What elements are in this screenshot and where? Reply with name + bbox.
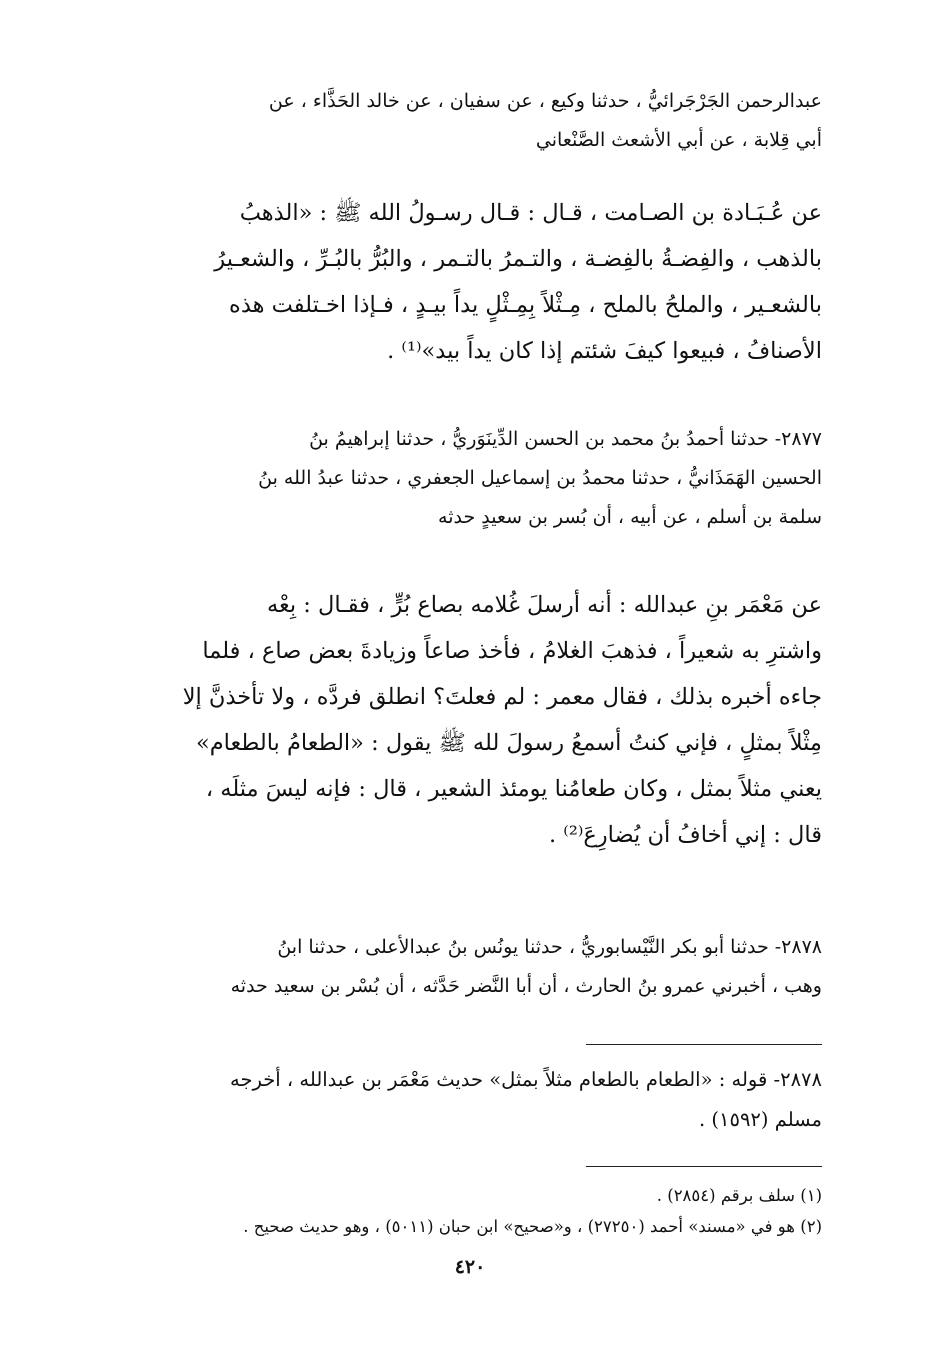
text-line: سلمة بن أسلم ، عن أبيه ، أن بُسر بن سعيدٍ حدثه — [438, 506, 822, 528]
text-line: ٢٨٧٨- قوله : «الطعام بالطعام مثلاً بمثل» حديث مَعْمَر بن عبدالله ، أخرجه — [229, 1068, 822, 1091]
hadith-text-2877 — [112, 582, 822, 858]
footnotes — [112, 1180, 822, 1242]
hadith-text-1 — [112, 190, 822, 374]
text-line: جاءه أخبره بذلك ، فقال معمر : لم فعلتَ؟ انطلق فردَّه ، ولا تأخذنَّ إلا — [182, 684, 822, 710]
text-line: ٢٨٧٧- حدثنا أحمدُ بنُ محمد بن الحسن الدِّينَوَريُّ ، حدثنا إبراهيمُ بنُ — [309, 428, 822, 450]
text-line: وهب ، أخبرني عمرو بنُ الحارث ، أن أبا النَّضر حَدَّثه ، أن بُسْر بن سعيد حدثه — [230, 975, 822, 997]
text-line: عبدالرحمن الجَرْجَرائيُّ ، حدثنا وكيع ، عن سفيان ، عن خالد الحَذَّاء ، عن — [268, 90, 822, 112]
text-line: عن مَعْمَر بنِ عبدالله : أنه أرسلَ غُلامه بصاع بُرٍّ ، فقـال : بِعْه — [266, 592, 822, 618]
text-line: واشترِ به شعيراً ، فذهبَ الغلامُ ، فأخذ صاعاً وزيادةَ بعض صاع ، فلما — [202, 638, 822, 664]
commentary-separator — [586, 1044, 822, 1045]
text-line: مسلم (١٥٩٢) . — [698, 1108, 822, 1131]
isnad-paragraph-2878 — [112, 928, 822, 1006]
isnad-paragraph-2877 — [112, 420, 822, 537]
footnote-2: (٢) هو في «مسند» أحمد (٢٧٢٥٠) ، و«صحيح» ابن حبان (٥٠١١) ، وهو حديث صحيح . — [243, 1217, 822, 1236]
footnote-separator — [586, 1166, 822, 1167]
text-line: ٢٨٧٨- حدثنا أبو بكر النَّيْسابوريُّ ، حدثنا يونُس بنُ عبدالأعلى ، حدثنا ابنُ — [277, 936, 822, 958]
page-number: ٤٢٠ — [454, 1256, 486, 1278]
text-line: الحسين الهَمَذَانيُّ ، حدثنا محمدُ بن إسماعيل الجعفري ، حدثنا عبدُ الله بنُ — [258, 467, 822, 489]
text-line: الأصنافُ ، فبيعوا كيفَ شئتم إذا كان يداً بيد»⁽¹⁾ . — [387, 338, 822, 364]
text-line: مِثْلاً بمثلٍ ، فإني كنتُ أسمعُ رسولَ لله ﷺ يقول : «الطعامُ بالطعام» — [195, 730, 822, 756]
text-line: عن عُـبَـادة بن الصـامت ، قـال : قـال رسـولُ الله ﷺ : «الذهبُ — [239, 200, 822, 226]
isnad-paragraph-1 — [112, 82, 822, 160]
text-line: قال : إني أخافُ أن يُضارِعَ⁽²⁾ . — [548, 822, 822, 848]
text-line: بالشعـير ، والملحُ بالملح ، مِـثْلاً بِمِـثْلٍ يداً بيـدٍ ، فـإذا اخـتلفت هذه — [229, 292, 822, 318]
footnote-1: (١) سلف برقم (٢٨٥٤) . — [656, 1186, 822, 1205]
text-line: يعني مثلاً بمثل ، وكان طعامُنا يومئذ الشعير ، قال : فإنه ليسَ مثلَه ، — [205, 776, 822, 802]
text-line: أبي قِلابة ، عن أبي الأشعث الصَّنْعاني — [535, 129, 822, 151]
text-line: بالذهب ، والفِضـةُ بالفِضـة ، والتـمرُ بالتـمر ، والبُرُّ بالبُـرِّ ، والشعـيرُ — [214, 246, 822, 272]
commentary-2878 — [112, 1060, 822, 1140]
